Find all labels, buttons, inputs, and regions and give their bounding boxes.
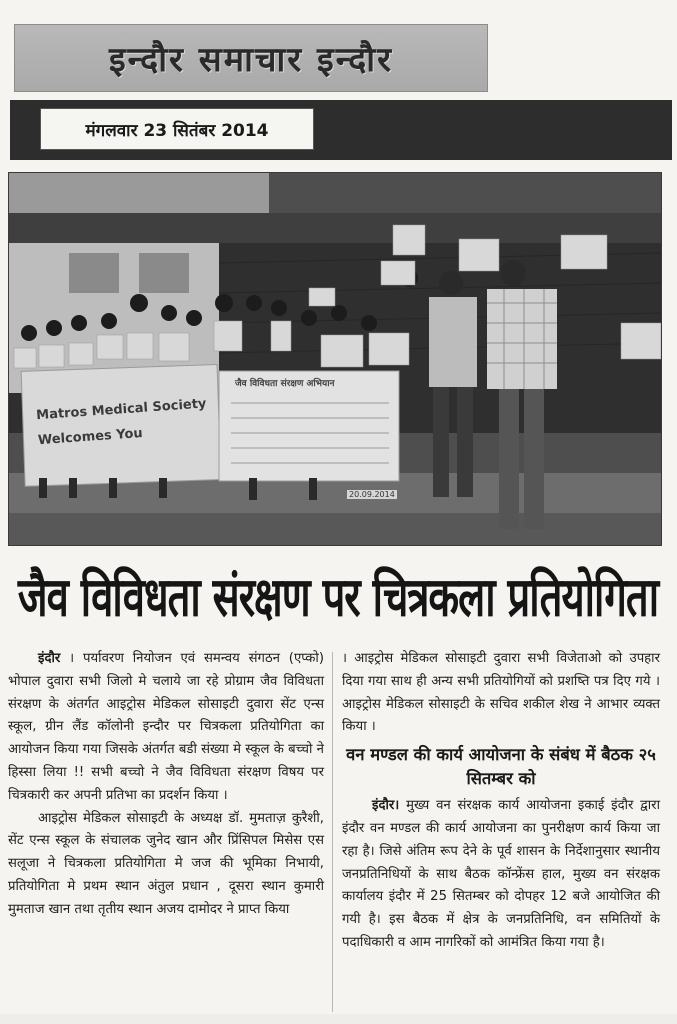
bottom-edge	[0, 1014, 677, 1024]
news-photo	[8, 172, 662, 546]
photo-scene	[9, 173, 661, 545]
article-column-right	[342, 648, 660, 955]
dateline-box	[40, 108, 314, 150]
headline	[8, 552, 668, 636]
masthead-title: इन्दौर समाचार इन्दौर	[108, 40, 394, 80]
masthead	[14, 24, 488, 92]
dateline-bar	[10, 100, 672, 160]
second-article-subhead: वन मण्डल की कार्य आयोजना के संबंध में बैठक २५ सितम्बर को	[346, 745, 656, 789]
banner-right-title: जैव विविधता संरक्षण अभियान	[235, 379, 335, 389]
dateline-date: मंगलवार 23 सितंबर 2014	[85, 120, 269, 141]
banner-left-line1: Matros Medical Society	[35, 396, 207, 424]
column-divider	[332, 652, 333, 1012]
article-paragraph-1	[8, 648, 324, 808]
article-para1-text: । पर्यावरण नियोजन एवं समन्वय संगठन (एप्को) भोपाल दुवारा सभी जिलो मे चलाये जा रहे प्रोग्राम जैव विविधता संरक्षण के अंतर्गत आइट्रोस मेडिकल सोसाइटी दुवारा सेंट एन्स स्कूल, ग्रीन लैंड कॉलोनी इन्दौर पर चित्रकला प्रतियोगिता का आयोजन किया गया जिसके अंतर्गत बडी संख्या मे स्कूल के बच्चो ने हिस्सा लिया !! सभी बच्चो ने जैव विविधता संरक्षण विषय पर चित्रकारी कर अपनी प्रतिभा का प्रदर्शन किया ।	[8, 651, 324, 803]
banner-left-line2: Welcomes You	[37, 425, 144, 448]
banner-right-date: 20.09.2014	[349, 490, 395, 499]
article-column-left	[8, 648, 324, 922]
second-article-text: मुख्य वन संरक्षक कार्य आयोजना इकाई इंदौर द्वारा इंदौर वन मण्डल की कार्य आयोजना का पुनरीक्षण कार्य किया जा रहा है। जिसे अंतिम रूप देने के पूर्व शासन के निर्देशानुसार स्थानीय जनप्रतिनिधियों के साथ बैठक कॉन्फ्रेंस हाल, मुख्य वन संरक्षक कार्यालय इंदौर में 25 सितम्बर को दोपहर 12 बजे आयोजित की गयी है। इस बैठक में क्षेत्र के जनप्रतिनिधि, वन समितियों के पदाधिकारी व आम नागरिकों को आमंत्रित किया गया है।	[342, 798, 661, 950]
article-lead: इंदौर	[38, 651, 61, 666]
article-paragraph-2: आइट्रोस मेडिकल सोसाइटी के अध्यक्ष डॉ. मुमताज़ कुरैशी, सेंट एन्स स्कूल के संचालक जुनेद खान और प्रिंसिपल मिसेस एस सलूजा ने चित्रकला प्रतियोगिता मे जज की भूमिका निभायी, प्रतियोगिता मे प्रथम स्थान अंतुल प्रधान , दूसरा स्थान कुमारी मुमताज खान तथा तृतीय स्थान अजय दामोदर ने प्राप्त किया	[8, 810, 324, 917]
second-article-lead: इंदौर।	[372, 798, 400, 814]
article-paragraph-3: । आइट्रोस मेडिकल सोसाइटी दुवारा सभी विजेताओ को उपहार दिया गया साथ ही अन्य सभी प्रतियोगियों को प्रशष्ति पत्र दिए गये ।आइट्रोस मेडिकल सोसाइटी के सचिव शकील शेख ने आभार व्यक्त किया ।	[342, 651, 660, 735]
headline-text: जैव विविधता संरक्षण पर चित्रकला प्रतियोगिता	[17, 566, 659, 629]
second-article-body	[342, 795, 660, 955]
